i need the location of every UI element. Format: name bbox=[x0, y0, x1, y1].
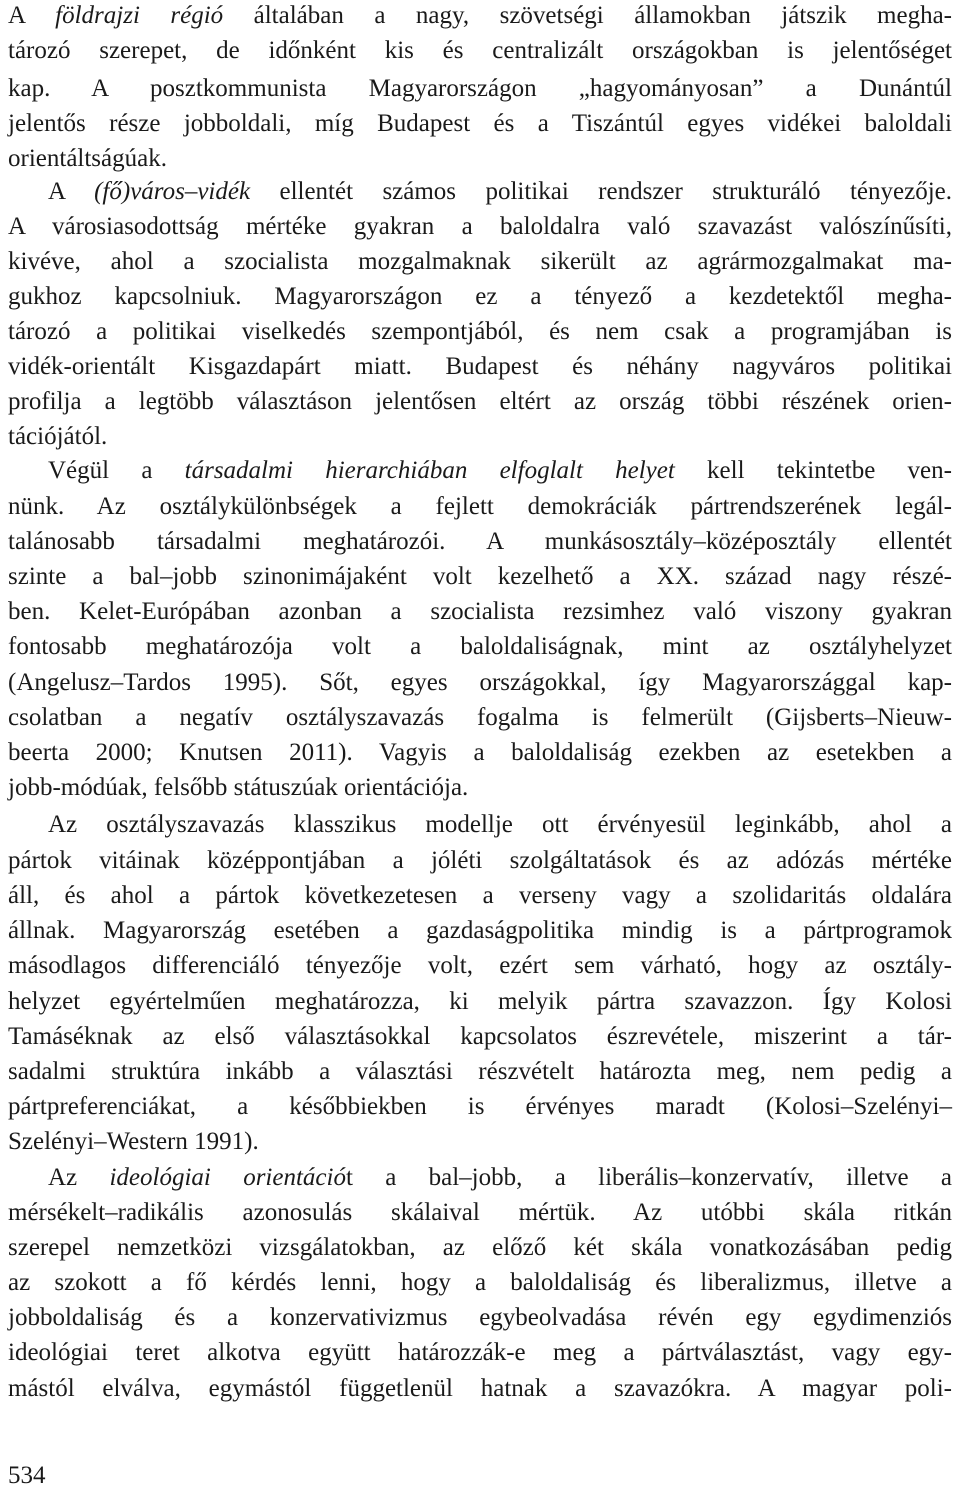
text-run: az szokott a fő kérdés lenni, hogy a baloldaliság és liberalizmus, illetve a bbox=[8, 1269, 952, 1296]
text-line bbox=[8, 1268, 952, 1298]
text-run: jobb-módúak, felsőbb státuszúak orientációja. bbox=[8, 774, 469, 801]
text-line bbox=[8, 916, 952, 946]
text-run: helyzet egyértelműen meghatározza, ki melyik pártra szavazzon. Így Kolosi bbox=[8, 988, 952, 1015]
text-run: általában a nagy, szövetségi államokban játszik megha- bbox=[223, 2, 953, 29]
text-line bbox=[8, 987, 952, 1017]
text-line bbox=[8, 951, 952, 981]
text-run: szerepel nemzetközi vizsgálatokban, az előző két skála vonatkozásában pedig bbox=[8, 1234, 952, 1261]
text-line bbox=[8, 632, 952, 662]
text-run: Tamáséknak az első választásokkal kapcsolatos észrevétele, miszerint a tár- bbox=[8, 1023, 952, 1050]
text-run: Szelényi–Western 1991). bbox=[8, 1128, 259, 1155]
text-line bbox=[8, 1303, 952, 1333]
page-number: 534 bbox=[8, 1462, 46, 1489]
text-line bbox=[8, 881, 952, 911]
text-run: A bbox=[48, 178, 95, 205]
text-line bbox=[8, 492, 952, 522]
text-line bbox=[48, 810, 952, 840]
text-line bbox=[8, 144, 952, 174]
text-line bbox=[48, 177, 952, 207]
text-run: profilja a legtöbb választáson jelentősen eltért az ország többi részének orien- bbox=[8, 388, 952, 415]
text-run: Végül a bbox=[48, 457, 185, 484]
text-line bbox=[8, 668, 952, 698]
text-run: ellentét számos politikai rendszer strukturáló tényezője. bbox=[250, 178, 952, 205]
text-run: A városiasodottság mértéke gyakran a baloldalra való szavazást valószínűsíti, bbox=[8, 213, 952, 240]
text-line bbox=[8, 773, 952, 803]
text-run: kell tekintetbe ven- bbox=[674, 457, 952, 484]
text-run: áll, és ahol a pártok következetesen a verseny vagy a szolidaritás oldalára bbox=[8, 882, 952, 909]
text-run: pártok vitáinak középpontjában a jóléti szolgáltatások és az adózás mértéke bbox=[8, 847, 952, 874]
text-line bbox=[8, 212, 952, 242]
text-line bbox=[8, 846, 952, 876]
text-run: ideológiai teret alkotva együtt határozzák-e meg a pártválasztást, vagy egy- bbox=[8, 1339, 952, 1366]
text-line bbox=[8, 247, 952, 277]
text-run: orientáltságúak. bbox=[8, 145, 167, 172]
text-run: szinte a bal–jobb szinonimájaként volt kezelhető a XX. század nagy részé- bbox=[8, 563, 952, 590]
text-line bbox=[8, 422, 952, 452]
text-run: másodlagos differenciáló tényezője volt, ezért sem várható, hogy az osztály- bbox=[8, 952, 952, 979]
text-line bbox=[8, 562, 952, 592]
text-run: tározó szerepet, de időnként kis és centralizált országokban is jelentőséget bbox=[8, 37, 952, 64]
text-line bbox=[8, 74, 952, 104]
text-line bbox=[8, 527, 952, 557]
text-line bbox=[8, 1374, 952, 1404]
text-run: gukhoz kapcsolniuk. Magyarországon ez a tényező a kezdetektől megha- bbox=[8, 283, 952, 310]
text-run: jelentős része jobboldali, míg Budapest és a Tiszántúl egyes vidékei baloldali bbox=[8, 110, 952, 137]
italic-term: (fő)város–vidék bbox=[94, 178, 251, 205]
text-run: állnak. Magyarország esetében a gazdaságpolitika mindig is a pártprogramok bbox=[8, 917, 952, 944]
text-line bbox=[8, 738, 952, 768]
text-line bbox=[8, 282, 952, 312]
text-line bbox=[8, 1198, 952, 1228]
italic-term: földrajzi régió bbox=[55, 2, 224, 29]
text-run: mástól elválva, egymástól függetlenül hatnak a szavazókra. A magyar poli- bbox=[8, 1375, 952, 1402]
text-line bbox=[8, 1022, 952, 1052]
text-run: (Angelusz–Tardos 1995). Sőt, egyes országokkal, így Magyarországgal kap- bbox=[8, 669, 952, 696]
text-run: ben. Kelet-Európában azonban a szocialista rezsimhez való viszony gyakran bbox=[8, 598, 952, 625]
text-run: tációjától. bbox=[8, 423, 108, 450]
text-line bbox=[8, 1057, 952, 1087]
text-line bbox=[48, 1163, 952, 1193]
text-line bbox=[48, 456, 952, 486]
text-run: pártpreferenciákat, a későbbiekben is érvényes maradt (Kolosi–Szelényi– bbox=[8, 1093, 952, 1120]
text-run: talánosabb társadalmi meghatározói. A munkásosztály–középosztály ellentét bbox=[8, 528, 952, 555]
text-line bbox=[8, 1, 952, 31]
text-run: kivéve, ahol a szocialista mozgalmaknak sikerült az agrármozgalmakat ma- bbox=[8, 248, 952, 275]
text-run: kap. A posztkommunista Magyarországon „hagyományosan” a Dunántúl bbox=[8, 75, 952, 102]
text-run: sadalmi struktúra inkább a választási részvételt határozta meg, nem pedig a bbox=[8, 1058, 952, 1085]
italic-term: ideológiai orientáció bbox=[109, 1164, 346, 1191]
text-run: nünk. Az osztálykülönbségek a fejlett demokráciák pártrendszerének legál- bbox=[8, 493, 952, 520]
text-run: Az bbox=[48, 1164, 110, 1191]
text-line bbox=[8, 1092, 952, 1122]
text-line bbox=[8, 387, 952, 417]
text-line bbox=[8, 1338, 952, 1368]
text-run: csolatban a negatív osztályszavazás fogalma is felmerült (Gijsberts–Nieuw- bbox=[8, 704, 952, 731]
text-line bbox=[8, 703, 952, 733]
text-line bbox=[8, 36, 952, 66]
text-line bbox=[8, 109, 952, 139]
text-run: mérsékelt–radikális azonosulás skálaival mértük. Az utóbbi skála ritkán bbox=[8, 1199, 952, 1226]
text-line bbox=[8, 352, 952, 382]
italic-term: társadalmi hierarchiában elfoglalt helyet bbox=[184, 457, 675, 484]
text-line bbox=[8, 1233, 952, 1263]
text-run: beerta 2000; Knutsen 2011). Vagyis a baloldaliság ezekben az esetekben a bbox=[8, 739, 952, 766]
text-run: tározó a politikai viselkedés szempontjából, és nem csak a programjában is bbox=[8, 318, 952, 345]
text-run: Az osztályszavazás klasszikus modellje ott érvényesül leginkább, ahol a bbox=[48, 811, 952, 838]
text-line bbox=[8, 1127, 952, 1157]
text-run: t a bal–jobb, a liberális–konzervatív, illetve a bbox=[345, 1164, 953, 1191]
text-line bbox=[8, 597, 952, 627]
text-run: A bbox=[8, 2, 56, 29]
text-line bbox=[8, 317, 952, 347]
text-run: vidék-orientált Kisgazdapárt miatt. Budapest és néhány nagyváros politikai bbox=[8, 353, 952, 380]
text-run: jobboldaliság és a konzervativizmus egybeolvadása révén egy egydimenziós bbox=[8, 1304, 952, 1331]
text-run: fontosabb meghatározója volt a baloldaliságnak, mint az osztályhelyzet bbox=[8, 633, 952, 660]
